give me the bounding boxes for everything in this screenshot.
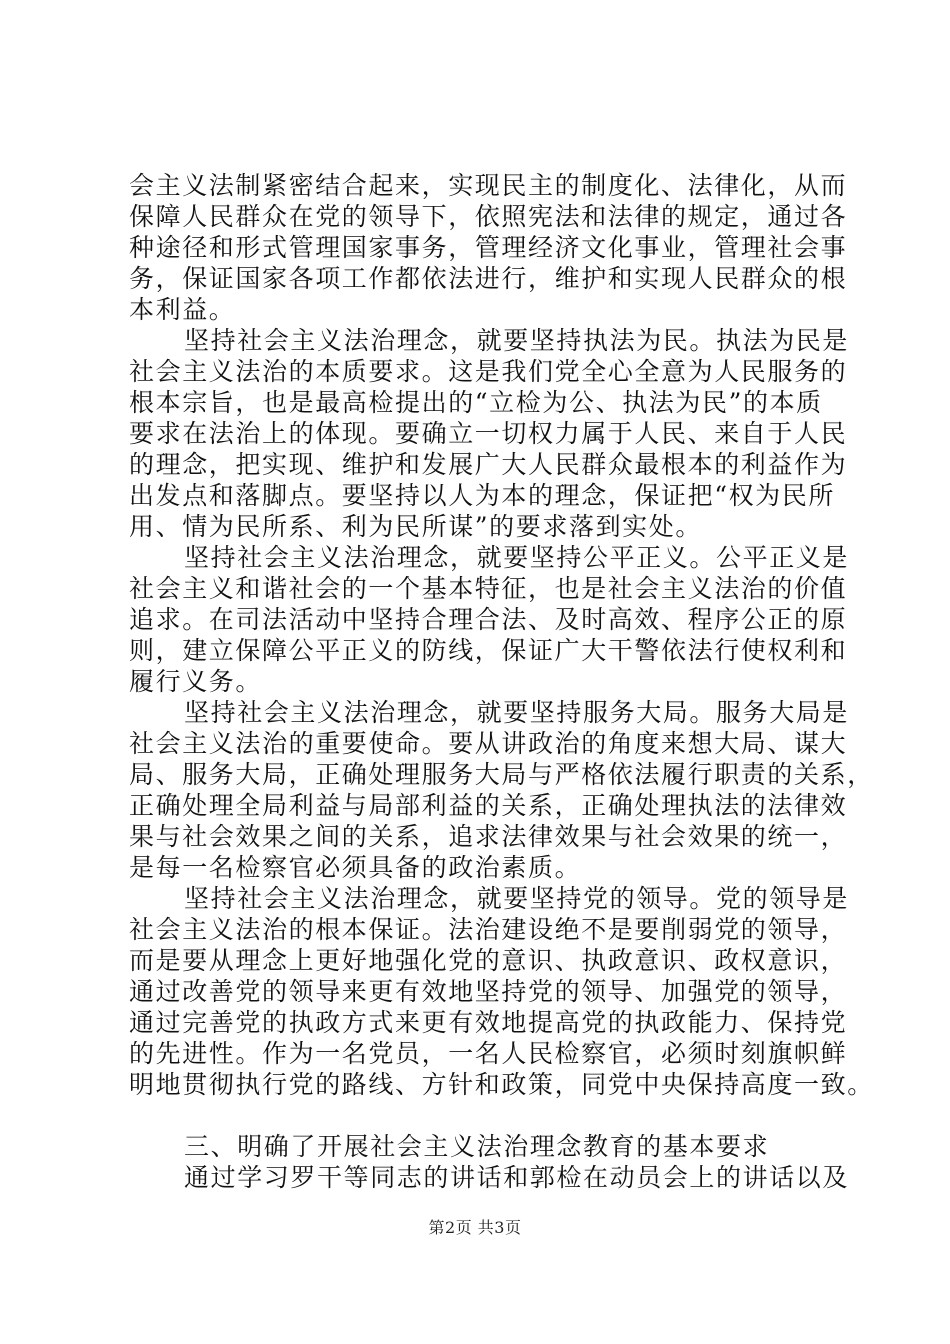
text-line: 果与社会效果之间的关系，追求法律效果与社会效果的统一，: [129, 822, 848, 851]
paragraph-continuation: [129, 170, 848, 325]
text-line: 要求在法治上的体现。要确立一切权力属于人民、来自于人民: [129, 419, 848, 448]
text-line: 是每一名检察官必须具备的政治素质。: [129, 853, 582, 882]
text-line: 种途径和形式管理国家事务，管理经济文化事业，管理社会事: [129, 233, 848, 262]
text-line: 会主义法制紧密结合起来，实现民主的制度化、法律化，从而: [129, 171, 848, 200]
text-line: 用、情为民所系、利为民所谋”的要求落到实处。: [129, 512, 702, 541]
text-line: 正确处理全局利益与局部利益的关系，正确处理执法的法律效: [129, 791, 848, 820]
text-line: 而是要从理念上更好地强化党的意识、执政意识、政权意识，: [129, 946, 848, 975]
section-heading: 三、明确了开展社会主义法治理念教育的基本要求: [184, 1132, 770, 1161]
text-line: 坚持社会主义法治理念，就要坚持党的领导。党的领导是: [184, 884, 850, 913]
text-line: 保障人民群众在党的领导下，依照宪法和法律的规定，通过各: [129, 202, 848, 231]
paragraph-party-leadership: [129, 883, 874, 1100]
text-line: 务，保证国家各项工作都依法进行，维护和实现人民群众的根: [129, 264, 848, 293]
text-line: 的理念，把实现、维护和发展广大人民群众最根本的利益作为: [129, 450, 848, 479]
paragraph-serve-overall: [129, 697, 874, 883]
page-footer: 第2页 共3页: [428, 1218, 522, 1237]
text-line: 本利益。: [129, 295, 236, 324]
paragraph-law-for-people: [129, 325, 850, 542]
text-line: 社会主义法治的本质要求。这是我们党全心全意为人民服务的: [129, 357, 848, 386]
text-line: 通过改善党的领导来更有效地坚持党的领导、加强党的领导，: [129, 977, 848, 1006]
text-line: 坚持社会主义法治理念，就要坚持服务大局。服务大局是: [184, 698, 850, 727]
text-line: 明地贯彻执行党的路线、方针和政策，同党中央保持高度一致。: [129, 1070, 874, 1099]
text-line: 根本宗旨，也是最高检提出的“立检为公、执法为民”的本质: [129, 388, 823, 417]
paragraph-fairness-justice: [129, 542, 850, 697]
text-line: 的先进性。作为一名党员，一名人民检察官，必须时刻旗帜鲜: [129, 1039, 848, 1068]
text-line: 追求。在司法活动中坚持合理合法、及时高效、程序公正的原: [129, 605, 848, 634]
text-line: 社会主义法治的重要使命。要从讲政治的角度来想大局、谋大: [129, 729, 848, 758]
text-line: 社会主义和谐社会的一个基本特征，也是社会主义法治的价值: [129, 574, 848, 603]
text-line: 坚持社会主义法治理念，就要坚持执法为民。执法为民是: [184, 326, 850, 355]
text-line: 通过完善党的执政方式来更有效地提高党的执政能力、保持党: [129, 1008, 848, 1037]
closing-line: 通过学习罗干等同志的讲话和郭检在动员会上的讲话以及: [184, 1163, 850, 1192]
text-line: 则，建立保障公平正义的防线，保证广大干警依法行使权利和: [129, 636, 848, 665]
text-line: 局、服务大局，正确处理服务大局与严格依法履行职责的关系，: [129, 760, 874, 789]
text-line: 坚持社会主义法治理念，就要坚持公平正义。公平正义是: [184, 543, 850, 572]
text-line: 社会主义法治的根本保证。法治建设绝不是要削弱党的领导，: [129, 915, 848, 944]
blank-line: [129, 1100, 839, 1131]
text-line: 出发点和落脚点。要坚持以人为本的理念，保证把“权为民所: [129, 481, 835, 510]
text-line: 履行义务。: [129, 667, 263, 696]
document-body: [129, 170, 874, 1193]
